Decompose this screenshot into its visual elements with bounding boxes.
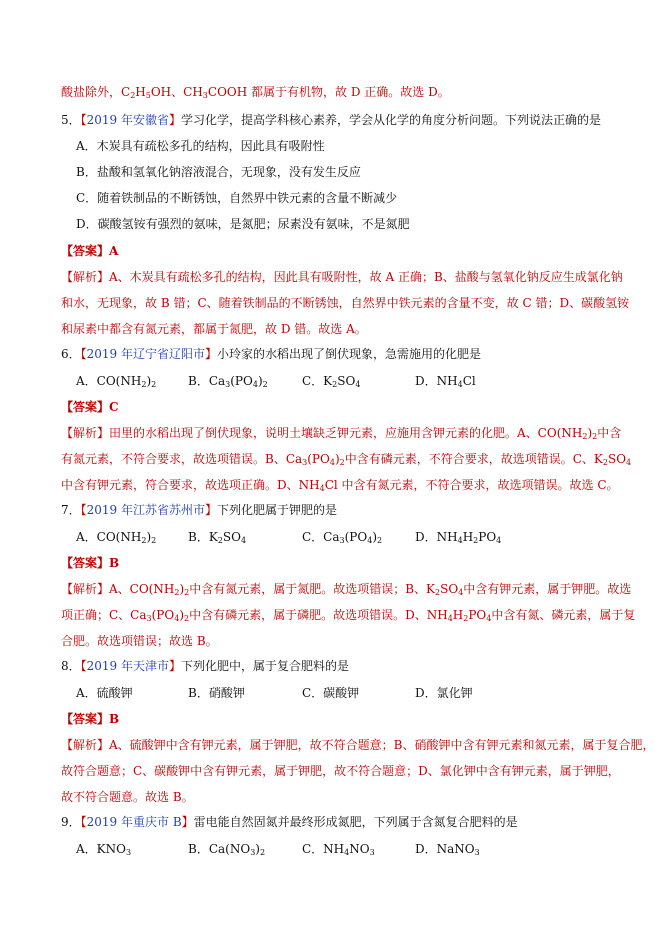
question-8-option-a: A．硫酸钾 bbox=[76, 686, 133, 700]
question-6-option-c: C．$K_2SO_4$ bbox=[302, 374, 361, 389]
question-8-option-b: B．硝酸钾 bbox=[188, 686, 245, 700]
question-9-option-c: C．$NH_4NO_3$ bbox=[302, 842, 375, 857]
question-source: 2019 年天津市 bbox=[86, 659, 170, 673]
question-8-explanation-line-3: 故不符合题意。故选 B。 bbox=[61, 790, 194, 804]
question-7-answer: 【答案】B bbox=[61, 556, 120, 570]
question-7-option-a: A．$CO(NH_2)_2$ bbox=[76, 530, 157, 545]
question-5-option-d: D．碳酸氢铵有强烈的氨味，是氮肥；尿素没有氨味，不是氮肥 bbox=[76, 217, 410, 231]
question-5-explanation-line-1: 【解析】A、木炭具有疏松多孔的结构，因此具有吸附性，故 A 正确；B、盐酸与氢氧化钠反应生成氯化钠 bbox=[61, 270, 623, 284]
question-source: 2019 年重庆市 B bbox=[86, 815, 182, 829]
question-5-stem: 5．【2019 年安徽省】学习化学，提高学科核心素养，学会从化学的角度分析问题。下列说法正确的是 bbox=[61, 113, 602, 127]
question-source: 2019 年辽宁省辽阳市 bbox=[86, 347, 206, 361]
question-5-explanation-line-2: 和水，无现象，故 B 错；C、随着铁制品的不断锈蚀，自然界中铁元素的含量不变，故 C 错；D、碳酸氢铵 bbox=[61, 296, 630, 310]
question-5-option-b: B．盐酸和氢氧化钠溶液混合，无现象，没有发生反应 bbox=[76, 165, 361, 179]
question-6-option-a: A．$CO(NH_2)_2$ bbox=[76, 374, 157, 389]
question-8-option-c: C．碳酸钾 bbox=[302, 686, 360, 700]
question-6-stem: 6．【2019 年辽宁省辽阳市】小玲家的水稻出现了倒伏现象，急需施用的化肥是 bbox=[61, 347, 482, 361]
question-5-option-a: A．木炭具有疏松多孔的结构，因此具有吸附性 bbox=[76, 139, 325, 153]
question-5-answer: 【答案】A bbox=[61, 244, 119, 258]
question-9-option-b: B．$Ca(NO_3)_2$ bbox=[188, 842, 266, 857]
question-7-stem: 7．【2019 年江苏省苏州市】下列化肥属于钾肥的是 bbox=[61, 503, 338, 517]
question-6-answer: 【答案】C bbox=[61, 400, 119, 414]
question-8-option-d: D．氯化钾 bbox=[415, 686, 473, 700]
question-source: 2019 年江苏省苏州市 bbox=[86, 503, 206, 517]
question-9-option-d: D．NaNO$_3$ bbox=[415, 842, 480, 857]
question-7-option-d: D．$NH_4H_2PO_4$ bbox=[415, 530, 502, 545]
question-6-option-d: D．$NH_4Cl$ bbox=[415, 374, 476, 389]
question-7-explanation-line-2: 项正确；C、$Ca_3(PO_4)_2$中含有磷元素，属于磷肥。故选项错误。D、$NH_4H_2PO_4$中含有氮、磷元素，属于复 bbox=[61, 608, 636, 623]
question-9-option-a: A．$KNO_3$ bbox=[76, 842, 132, 857]
question-6-explanation-line-1: 【解析】田里的水稻出现了倒伏现象，说明土壤缺乏钾元素，应施用含钾元素的化肥。A、$CO(NH_2)_2$中含 bbox=[61, 426, 622, 441]
question-7-explanation-line-1: 【解析】A、$CO(NH_2)_2$中含有氮元素，属于氮肥。故选项错误；B、$K_2SO_4$中含有钾元素，属于钾肥。故选 bbox=[61, 582, 632, 597]
question-7-explanation-line-3: 合肥。故选项错误；故选 B。 bbox=[61, 634, 218, 648]
question-5-option-c: C．随着铁制品的不断锈蚀，自然界中铁元素的含量不断减少 bbox=[76, 191, 398, 205]
question-source: 2019 年安徽省 bbox=[86, 113, 170, 127]
question-7-option-c: C．$Ca_3(PO_4)_2$ bbox=[302, 530, 383, 545]
question-6-option-b: B．$Ca_3(PO_4)_2$ bbox=[188, 374, 268, 389]
question-8-answer: 【答案】B bbox=[61, 712, 120, 726]
continued-explanation: 酸盐除外，$C_2H_5OH$、$CH_3COOH$ 都属于有机物，故 D 正确。故选 D。 bbox=[61, 85, 450, 100]
question-8-stem: 8．【2019 年天津市】下列化肥中，属于复合肥料的是 bbox=[61, 659, 350, 673]
question-5-explanation-line-3: 和尿素中都含有氮元素，都属于氮肥，故 D 错。故选 A。 bbox=[61, 322, 367, 336]
question-6-explanation-line-2: 有氮元素，不符合要求，故选项错误。B、$Ca_3(PO_4)_2$中含有磷元素，不符合要求，故选项错误。C、$K_2SO_4$ bbox=[61, 452, 632, 467]
question-8-explanation-line-2: 故符合题意；C、碳酸钾中含有钾元素，属于钾肥，故不符合题意；D、氯化钾中含有钾元素，属于钾肥， bbox=[61, 764, 620, 778]
question-7-option-b: B．$K_2SO_4$ bbox=[188, 530, 247, 545]
question-8-explanation-line-1: 【解析】A、硫酸钾中含有钾元素，属于钾肥，故不符合题意；B、硝酸钾中含有钾元素和氮元素，属于复合肥， bbox=[61, 738, 655, 752]
question-9-stem: 9．【2019 年重庆市 B】雷电能自然固氮并最终形成氮肥，下列属于含氮复合肥料的是 bbox=[61, 815, 518, 829]
question-6-explanation-line-3: 中含有钾元素，符合要求，故选项正确。D、$NH_4Cl$ 中含有氮元素，不符合要求，故选项错误。故选 C。 bbox=[61, 478, 619, 493]
